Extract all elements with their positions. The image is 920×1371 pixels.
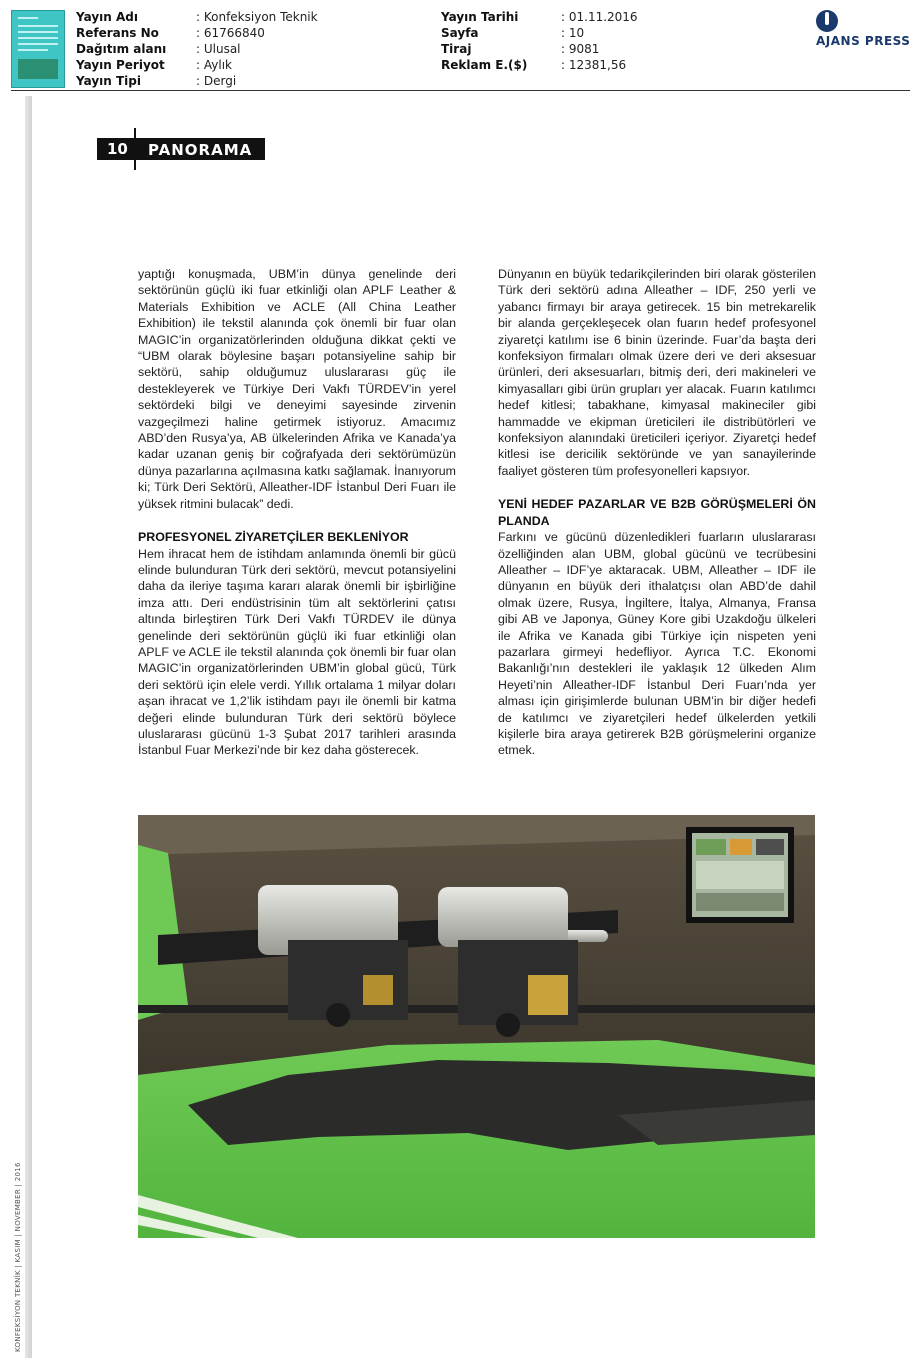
meta-key: Tiraj xyxy=(441,42,472,56)
article-paragraph: Hem ihracat hem de istihdam anlamında önemli bir gücü elinde bulunduran Türk deri sektörü, mevcut potansiyelini daha da ileriye taşıma kararı alarak önemli bir işbirliğine imza attı. Deri endüstrisinin tüm alt sektörlerini çatısı altında birleştiren Türk Deri Vakfı TÜRDEV ile dünya genelinde deri sektörünün güçlü iki fuar etkinliği olan APLF ve ACLE ile tekstil alanında çok önemli bir fuar olan MAGIC’in organizatörlerinden UBM’in global gücü, Türk deri sektörü için elele verdi. Yıllık ortalama 1 milyar doları aşan ihracat ve 1,2’lik istihdam payı ile önemli bir katma değeri elinde bulunduran Türk deri sektörü böylece uluslararası gücünü 1-3 Şubat 2017 tarihleri arasında İstanbul Fuar Merkezi’nde bir kez daha gösterecek. xyxy=(138,546,456,758)
meta-value: : 12381,56 xyxy=(561,58,627,72)
meta-row xyxy=(76,73,318,89)
meta-value: : 9081 xyxy=(561,42,600,56)
meta-key: Yayın Tarihi xyxy=(441,10,519,24)
clipping-header xyxy=(0,0,920,92)
article-column-left xyxy=(138,266,456,759)
article-subheading: PROFESYONEL ZİYARETÇİLER BEKLENİYOR xyxy=(138,530,409,545)
section-divider xyxy=(134,128,136,170)
meta-row xyxy=(76,9,318,25)
header-divider xyxy=(11,90,910,91)
meta-key: Reklam E.($) xyxy=(441,58,528,72)
meta-key: Yayın Adı xyxy=(76,10,138,24)
page-thumbnail[interactable] xyxy=(11,10,65,88)
meta-key: Yayın Periyot xyxy=(76,58,165,72)
page-edge-shadow xyxy=(25,96,32,1358)
meta-row xyxy=(441,25,638,41)
meta-value: : 10 xyxy=(561,26,585,40)
meta-row xyxy=(76,25,318,41)
article-paragraph: Farkını ve gücünü düzenledikleri fuarların uluslararası özelliğinden alan UBM, global gücünü ve tecrübesini Alleather – IDF’ye aktaracak. UBM, Alleather – IDF ile dünyanın en büyük deri ithalatçısı olan ABD’de dahil olmak üzere, Rusya, İngiltere, İtalya, Almanya, Fransa gibi AB ve Japonya, Güney Kore gibi Uzakdoğu ülkeleri ile Afrika ve Kanada gibi Türkiye için nispeten yeni pazarlara girmeyi hedefliyor. Ayrıca T.C. Ekonomi Bakanlığı’nın destekleri ile yaklaşık 12 ülkeden Alım Heyeti’nin Alleather-IDF İstanbul Deri Fuarı’nda yer alması için girişimlerde bulunan UBM’in bir diğer hedefi de katılımcı ve ziyaretçileri hedef ülkelerden yetkili kişilerle bira araya getirerek B2B görüşmelerini organize etmek. xyxy=(498,530,816,758)
ajans-press-logo-icon xyxy=(816,10,838,32)
page-number: 10 xyxy=(107,140,128,158)
meta-key: Sayfa xyxy=(441,26,479,40)
meta-value: : Konfeksiyon Teknik xyxy=(196,10,318,24)
publication-meta-right xyxy=(441,9,638,73)
logo-text: AJANS PRESS xyxy=(816,34,911,48)
meta-value: : Aylık xyxy=(196,58,232,72)
publication-meta-left xyxy=(76,9,318,89)
meta-value: : Dergi xyxy=(196,74,237,88)
meta-key: Dağıtım alanı xyxy=(76,42,167,56)
article-subheading: YENİ HEDEF PAZARLAR VE B2B GÖRÜŞMELERİ ÖN PLANDA xyxy=(498,497,816,528)
article-paragraph: yaptığı konuşmada, UBM’in dünya genelinde deri sektörünün güçlü iki fuar etkinliği olan APLF Leather & Materials Exhibition ve ACLE (All China Leather Exhibition) ile tekstil alanında çok önemli bir fuar olan MAGIC’in organizatörlerinden olduğuna dikkat çekti ve “UBM olarak böylesine başarı potansiyeline sahip bir sektörü, sahip olduğumuz uluslararası güç ile destekleyerek ve Türkiye Deri Vakfı TÜRDEV’in yerel sektördeki bilgi ve deneyimi sayesinde zirvenin vazgeçilmezi haline getirmek istiyoruz. Amacımız ABD’den Rusya’ya, AB ülkelerinden Afrika ve Kanada’ya kadar uzanan geniş bir coğrafyada deri sektörümüzün dünya pazarlarına açılmasına katkı sağlamak. İnanıyorum ki; Türk Deri Sektörü, Alleather-IDF İstanbul Deri Fuarı ile yüksek ritmini bulacak” dedi. xyxy=(138,267,456,511)
meta-key: Yayın Tipi xyxy=(76,74,141,88)
vertical-running-footer: KONFEKSİYON TEKNİK | KASIM | NOVEMBER | 2016 xyxy=(14,1162,22,1352)
article-paragraph: Dünyanın en büyük tedarikçilerinden biri olarak gösterilen Türk deri sektörü adına Alleather – IDF, 250 yerli ve yabancı firmayı bir araya getirecek. 15 bin metrekarelik bir alanda gerçekleşecek olan fuarın hedef profesyonel ziyaretçi katılımı ise 6 binin üzerinde. Fuar’da başta deri konfeksiyon firmaları olmak üzere deri ve deri aksesuar ürünleri, deri aksesuarları, bitmiş deri, deri makineleri ve kimyasalları gibi ürün grupları yer alacak. Fuarın katılımcı hedef kitlesi; tabakhane, kimyasal makineciler gibi hammadde ve ekipman üreticileri ile distribütörleri ve konfeksiyon alanındaki üreticileri içeriyor. Ziyaretçi hedef kitlesi ise dericilik sektöründe ve yan sanayilerinde faaliyet gösteren tüm profesyonelleri kapsıyor. xyxy=(498,267,816,478)
meta-row xyxy=(441,57,638,73)
meta-row xyxy=(76,57,318,73)
meta-value: : Ulusal xyxy=(196,42,241,56)
meta-value: : 61766840 xyxy=(196,26,265,40)
meta-key: Referans No xyxy=(76,26,159,40)
meta-row xyxy=(441,41,638,57)
section-label xyxy=(97,138,265,160)
meta-value: : 01.11.2016 xyxy=(561,10,638,24)
section-name: PANORAMA xyxy=(148,141,253,159)
meta-row xyxy=(76,41,318,57)
article-column-right xyxy=(498,266,816,759)
meta-row xyxy=(441,9,638,25)
article-photo-cutting-machine xyxy=(138,815,815,1238)
ajans-press-logo xyxy=(812,10,912,50)
